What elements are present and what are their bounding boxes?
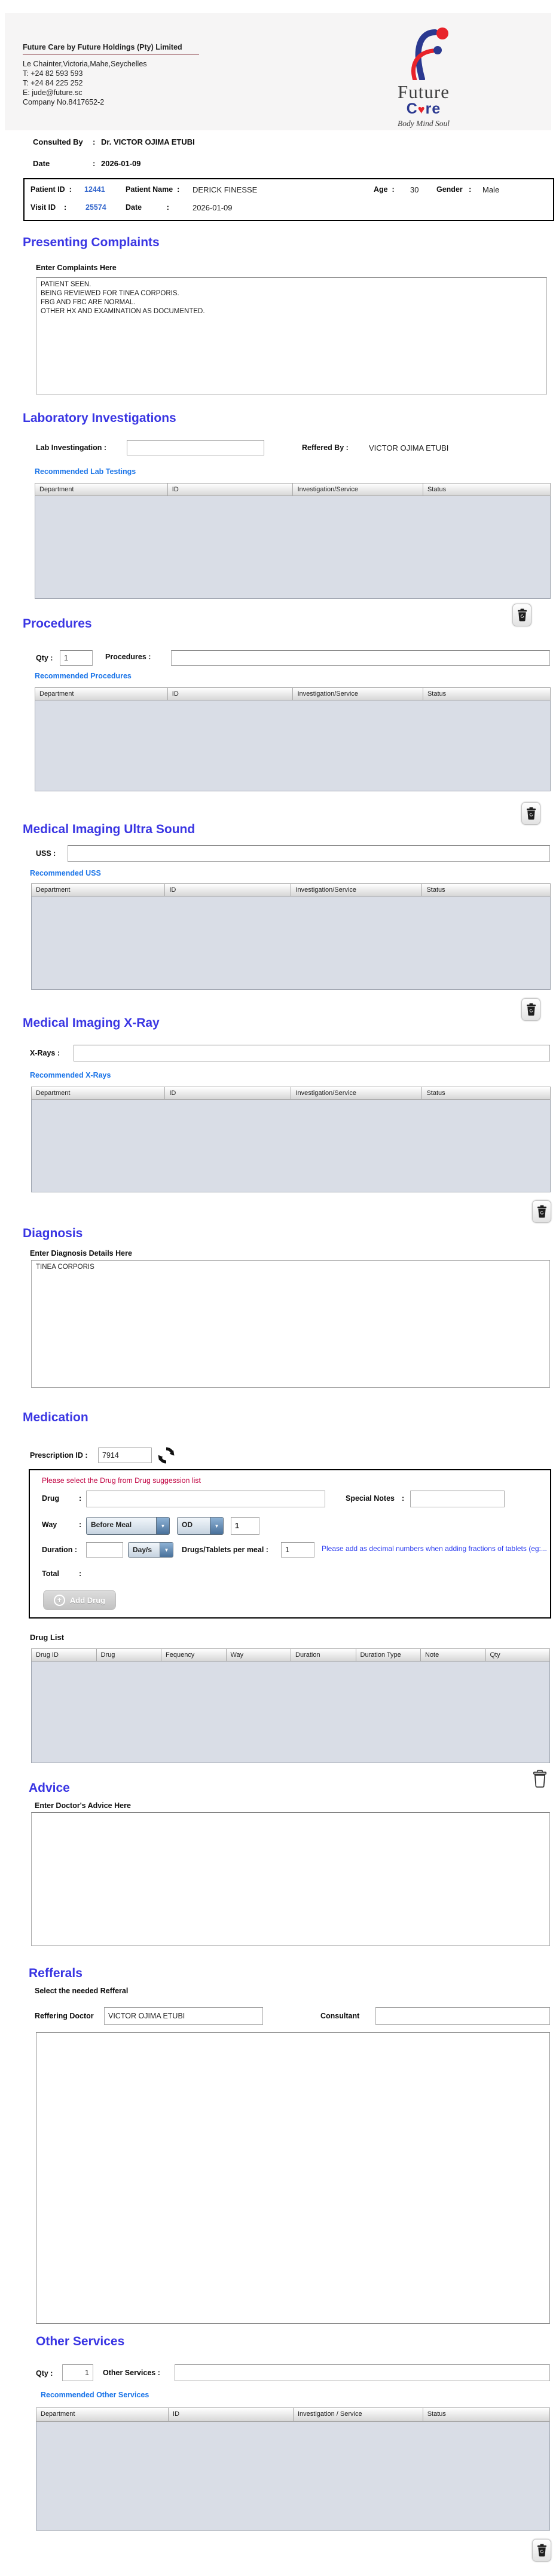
recommended-xray-link: Recommended X-Rays <box>30 1071 111 1079</box>
clear-lab-button[interactable] <box>512 604 531 626</box>
xray-input[interactable] <box>74 1045 550 1061</box>
column-header: ID <box>167 483 293 496</box>
drug-suggestion-notice: Please select the Drug from Drug suggession list <box>42 1476 201 1485</box>
other-qty-label: Qty : <box>36 2369 53 2378</box>
chevron-down-icon: ▼ <box>210 1518 223 1534</box>
heart-icon: ♥ <box>417 103 426 117</box>
way-select[interactable] <box>86 1517 170 1535</box>
prescription-id-input[interactable] <box>98 1448 152 1463</box>
duration-label: Duration : <box>42 1546 78 1554</box>
diagnosis-label: Enter Diagnosis Details Here <box>30 1249 132 1258</box>
add-drug-label: Add Drug <box>69 1595 106 1605</box>
lab-table-header <box>35 483 551 496</box>
column-header: Department <box>35 483 167 496</box>
company-name: Future Care by Future Holdings (Pty) Limited <box>23 43 199 55</box>
column-header: Status <box>423 687 551 700</box>
section-heading-lab: Laboratory Investigations <box>23 411 176 425</box>
lab-table <box>35 483 551 599</box>
company-email: E: jude@future.sc <box>23 88 83 97</box>
letterhead <box>5 13 551 130</box>
uss-table-header <box>31 883 551 897</box>
drug-input[interactable] <box>86 1491 325 1507</box>
referred-by-label: Reffered By : <box>302 443 349 452</box>
xray-table-body[interactable] <box>31 1100 551 1192</box>
uss-table-body[interactable] <box>31 897 551 990</box>
refferal-list-box[interactable] <box>36 2032 550 2324</box>
logo-word-future: Future <box>398 81 450 102</box>
uss-input[interactable] <box>68 845 550 862</box>
column-header: ID <box>164 1087 291 1100</box>
column-header: Investigation/Service <box>292 483 422 496</box>
frequency-qty-input[interactable] <box>231 1517 259 1535</box>
frequency-select[interactable] <box>177 1517 224 1535</box>
per-meal-label: Drugs/Tablets per meal : <box>182 1546 268 1554</box>
refresh-icon <box>157 1446 176 1465</box>
consulted-by-label: Consulted By <box>33 137 83 146</box>
column-header: Way <box>226 1648 291 1662</box>
gender-value: Male <box>482 185 500 194</box>
refferals-label: Select the needed Refferal <box>35 1987 129 1995</box>
clear-advice-button[interactable] <box>531 1768 549 1789</box>
column-header: Status <box>423 2407 550 2422</box>
section-heading-diagnosis: Diagnosis <box>23 1226 83 1240</box>
trash-icon <box>537 2544 547 2557</box>
column-header: Status <box>421 883 551 897</box>
logo-word-care: C♥re <box>406 100 441 117</box>
special-notes-input[interactable] <box>410 1491 505 1507</box>
trash-icon <box>526 1003 536 1016</box>
company-phone1: T: +24 82 593 593 <box>23 69 83 78</box>
fraction-note: Please add as decimal numbers when adding fractions of tablets (eg:... <box>322 1544 547 1553</box>
referring-doctor-label: Reffering Doctor <box>35 2012 94 2020</box>
column-header: Department <box>31 883 164 897</box>
visit-id-value: 25574 <box>85 203 106 212</box>
procedures-qty-label: Qty : <box>36 654 53 662</box>
company-address: Le Chainter,Victoria,Mahe,Seychelles <box>23 60 147 68</box>
duration-unit-value: Day/s <box>133 1546 152 1554</box>
column-header: ID <box>167 687 293 700</box>
uss-label: USS : <box>36 849 56 858</box>
consulted-by-line: Consulted By : Dr. VICTOR OJIMA ETUBI <box>33 137 195 146</box>
procedures-table-body[interactable] <box>35 700 551 791</box>
column-header: Status <box>423 483 551 496</box>
consulted-by-value: Dr. VICTOR OJIMA ETUBI <box>101 137 195 146</box>
patient-info-box <box>23 178 554 221</box>
visit-date-value: 2026-01-09 <box>193 203 233 212</box>
refresh-prescription-button[interactable] <box>155 1445 177 1466</box>
uss-table <box>31 883 551 990</box>
advice-textarea[interactable] <box>31 1812 550 1946</box>
other-services-table <box>36 2407 550 2531</box>
frequency-selected-value: OD <box>182 1520 193 1529</box>
lab-table-body[interactable] <box>35 496 551 599</box>
special-notes-label: Special Notes <box>346 1494 395 1503</box>
lab-investigation-label: Lab Investingation : <box>36 443 107 452</box>
column-header: Duration Type <box>356 1648 421 1662</box>
age-value: 30 <box>410 185 419 194</box>
drug-list-table <box>31 1648 550 1763</box>
column-header: Investigation/Service <box>291 883 421 897</box>
prescription-id-label: Prescription ID : <box>30 1451 88 1460</box>
xray-table-header <box>31 1087 551 1100</box>
section-heading-advice: Advice <box>29 1781 70 1795</box>
gender-label: Gender : <box>436 185 472 194</box>
futurecare-logo <box>362 25 485 129</box>
procedures-label: Procedures : <box>105 653 151 661</box>
other-services-table-header <box>36 2407 550 2422</box>
xray-label: X-Rays : <box>30 1049 60 1057</box>
drug-list-label: Drug List <box>30 1633 65 1642</box>
column-header: Status <box>421 1087 551 1100</box>
add-drug-button[interactable] <box>43 1590 116 1610</box>
column-header: Duration <box>291 1648 356 1662</box>
column-header: Investigation/Service <box>292 687 422 700</box>
trash-icon <box>537 1205 547 1218</box>
section-heading-procedures: Procedures <box>23 617 92 631</box>
duration-unit-select[interactable] <box>128 1542 173 1558</box>
column-header: Drug <box>96 1648 161 1662</box>
section-heading-refferals: Refferals <box>29 1966 83 1980</box>
date-label: Date <box>33 159 50 168</box>
column-header: Department <box>35 687 167 700</box>
patient-name-value: DERICK FINESSE <box>193 185 258 194</box>
other-services-label: Other Services : <box>103 2369 160 2377</box>
consultant-label: Consultant <box>320 2012 360 2020</box>
procedures-input[interactable] <box>171 650 550 666</box>
per-meal-input[interactable] <box>281 1542 314 1558</box>
procedures-table-header <box>35 687 551 700</box>
trash-icon <box>526 807 536 820</box>
logo-tagline: Body Mind Soul <box>398 119 450 128</box>
trash-icon <box>517 608 527 622</box>
date-line: Date : 2026-01-09 <box>33 159 141 168</box>
other-qty-input[interactable] <box>62 2364 93 2381</box>
column-header: ID <box>168 2407 293 2422</box>
patient-id-label: Patient ID : <box>30 185 72 194</box>
referred-by-value: VICTOR OJIMA ETUBI <box>369 443 449 452</box>
drug-label: Drug <box>42 1494 60 1503</box>
chevron-down-icon: ▼ <box>156 1518 169 1534</box>
lab-investigation-input[interactable] <box>127 440 264 455</box>
way-label: Way <box>42 1520 57 1529</box>
drug-list-table-body[interactable] <box>31 1662 550 1763</box>
patient-name-label: Patient Name : <box>126 185 180 194</box>
recommended-procedures-link: Recommended Procedures <box>35 672 132 680</box>
column-header: Department <box>36 2407 168 2422</box>
trash-icon <box>533 1770 547 1788</box>
company-phone2: T: +24 84 225 252 <box>23 79 83 87</box>
clear-xray-button[interactable] <box>532 1200 551 1223</box>
drug-list-table-header <box>31 1648 550 1662</box>
clear-procedures-button[interactable] <box>521 802 540 825</box>
advice-label: Enter Doctor's Advice Here <box>35 1801 131 1810</box>
plus-icon: + <box>54 1595 65 1606</box>
column-header: ID <box>164 883 291 897</box>
consultant-input[interactable] <box>375 2007 550 2025</box>
column-header: Note <box>420 1648 485 1662</box>
other-services-input[interactable] <box>175 2364 550 2381</box>
company-number: Company No.8417652-2 <box>23 98 105 106</box>
drug-entry-panel: Please select the Drug from Drug suggession list Drug : Special Notes : Way : Before Meal ▼ OD ▼ 1 Duration : Day/s ▼ Drugs/Tablets per meal : 1 Please add as decimal numbers when adding fractions of tablets (eg:... Total : + Add Drug <box>29 1469 551 1619</box>
other-services-table-body[interactable] <box>36 2422 550 2531</box>
date-value: 2026-01-09 <box>101 159 141 168</box>
column-header: Qty <box>485 1648 551 1662</box>
column-header: Fequency <box>161 1648 226 1662</box>
column-header: Drug ID <box>31 1648 96 1662</box>
clear-other-services-button[interactable] <box>532 2539 551 2562</box>
recommended-lab-link: Recommended Lab Testings <box>35 467 136 476</box>
referring-doctor-input[interactable] <box>104 2007 263 2025</box>
complaints-label: Enter Complaints Here <box>36 264 117 272</box>
column-header: Department <box>31 1087 164 1100</box>
way-selected-value: Before Meal <box>91 1520 132 1529</box>
visit-date-label: Date : <box>126 203 169 212</box>
clear-uss-button[interactable] <box>521 998 540 1021</box>
section-heading-medication: Medication <box>23 1411 88 1424</box>
column-header: Investigation/Service <box>291 1087 421 1100</box>
visit-id-label: Visit ID : <box>30 203 67 212</box>
diagnosis-textarea[interactable] <box>31 1260 550 1388</box>
total-label: Total <box>42 1570 59 1578</box>
patient-id-value: 12441 <box>84 185 105 194</box>
section-heading-xray: Medical Imaging X-Ray <box>23 1016 160 1030</box>
duration-input[interactable] <box>86 1542 123 1558</box>
complaints-textarea[interactable] <box>36 277 547 394</box>
section-heading-complaints: Presenting Complaints <box>23 235 160 249</box>
company-info <box>23 43 199 107</box>
procedures-qty-input[interactable] <box>60 650 93 666</box>
chevron-down-icon: ▼ <box>160 1543 173 1557</box>
procedures-table <box>35 687 551 791</box>
recommended-uss-link: Recommended USS <box>30 869 101 877</box>
section-heading-uss: Medical Imaging Ultra Sound <box>23 822 195 836</box>
age-label: Age : <box>374 185 395 194</box>
logo-f-mark <box>391 25 457 80</box>
xray-table <box>31 1087 551 1192</box>
recommended-other-services-link: Recommended Other Services <box>41 2391 149 2399</box>
section-heading-other-services: Other Services <box>36 2335 125 2348</box>
column-header: Investigation / Service <box>293 2407 423 2422</box>
